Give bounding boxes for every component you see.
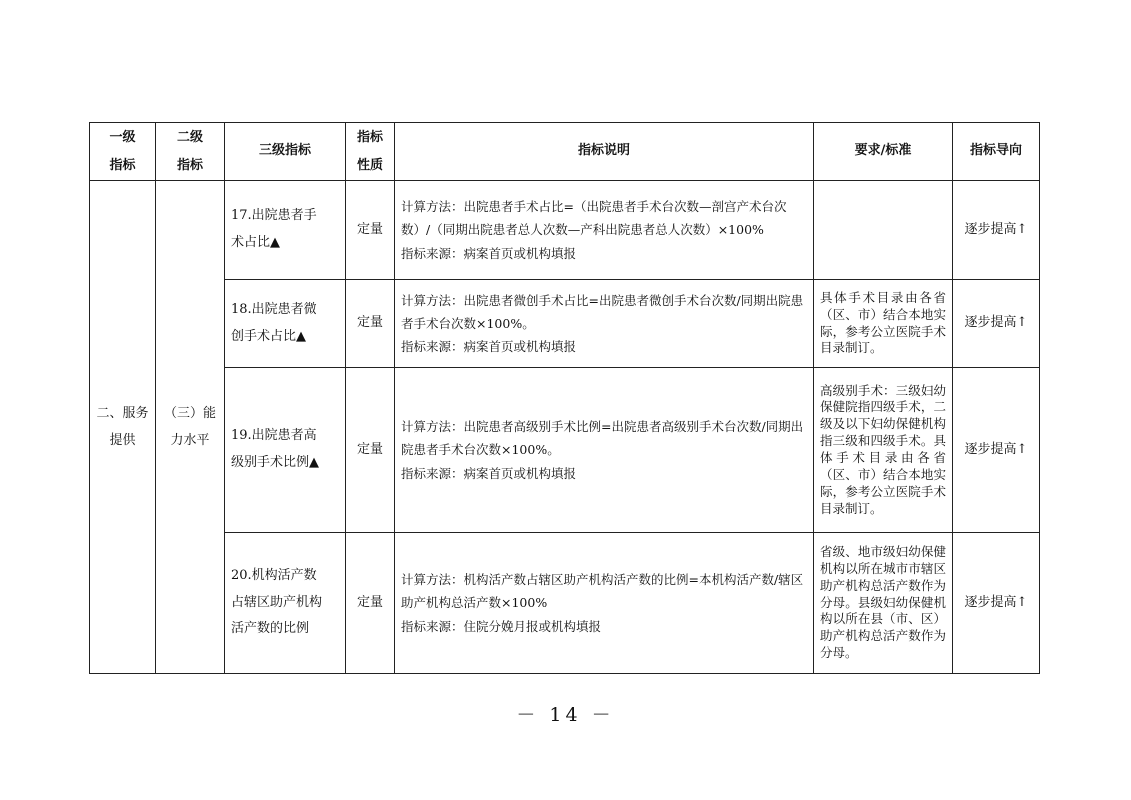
source-text: 指标来源：住院分娩月报或机构填报	[401, 618, 602, 634]
header-row	[90, 123, 1040, 181]
method-text: 计算方法：机构活产数占辖区助产机构活产数的比例=本机构活产数/辖区助产机构总活产数×100%	[401, 572, 804, 611]
direction-cell: 逐步提高↑	[953, 280, 1040, 368]
header-direction: 指标导向	[953, 123, 1040, 181]
header-level3: 三级指标	[225, 123, 346, 181]
header-description: 指标说明	[395, 123, 814, 181]
requirement-cell: 具体手术目录由各省（区、市）结合本地实际，参考公立医院手术目录制订。	[814, 280, 953, 368]
direction-cell: 逐步提高↑	[953, 368, 1040, 533]
header-level1: 一级 指标	[90, 123, 156, 181]
level3-cell: 18.出院患者微 创手术占比▲	[225, 280, 346, 368]
requirement-cell	[814, 181, 953, 280]
source-text: 指标来源：病案首页或机构填报	[401, 465, 577, 481]
indicator-table	[89, 122, 1040, 674]
description-cell	[395, 181, 814, 280]
level1-cell: 二、服务 提供	[90, 181, 156, 674]
page-number: － 14 －	[516, 704, 615, 726]
header-level2: 二级 指标	[156, 123, 225, 181]
nature-cell: 定量	[346, 368, 395, 533]
level3-cell: 17.出院患者手 术占比▲	[225, 181, 346, 280]
header-nature: 指标 性质	[346, 123, 395, 181]
requirement-cell: 高级别手术：三级妇幼保健院指四级手术，二级及以下妇幼保健机构指三级和四级手术。具体手术目录由各省（区、市）结合本地实际，参考公立医院手术目录制订。	[814, 368, 953, 533]
header-requirement: 要求/标准	[814, 123, 953, 181]
table-row	[90, 533, 1040, 674]
requirement-cell: 省级、地市级妇幼保健机构以所在城市市辖区助产机构总活产数作为分母。县级妇幼保健机构以所在县（市、区）助产机构总活产数作为分母。	[814, 533, 953, 674]
nature-cell: 定量	[346, 533, 395, 674]
nature-cell: 定量	[346, 280, 395, 368]
method-text: 计算方法：出院患者微创手术占比=出院患者微创手术台次数/同期出院患者手术台次数×100%。	[401, 292, 804, 331]
description-cell	[395, 280, 814, 368]
table-row	[90, 181, 1040, 280]
table-row	[90, 280, 1040, 368]
level2-cell: （三）能 力水平	[156, 181, 225, 674]
table-row	[90, 368, 1040, 533]
level3-cell: 20.机构活产数 占辖区助产机构 活产数的比例	[225, 533, 346, 674]
level3-cell: 19.出院患者高 级别手术比例▲	[225, 368, 346, 533]
description-cell	[395, 368, 814, 533]
direction-cell: 逐步提高↑	[953, 181, 1040, 280]
method-text: 计算方法：出院患者手术占比=（出院患者手术台次数—剖宫产术台次数）/（同期出院患者总人次数—产科出院患者总人次数）×100%	[401, 199, 787, 238]
description-cell	[395, 533, 814, 674]
nature-cell: 定量	[346, 181, 395, 280]
direction-cell: 逐步提高↑	[953, 533, 1040, 674]
source-text: 指标来源：病案首页或机构填报	[401, 245, 577, 261]
source-text: 指标来源：病案首页或机构填报	[401, 339, 577, 355]
method-text: 计算方法：出院患者高级别手术比例=出院患者高级别手术台次数/同期出院患者手术台次数×100%。	[401, 419, 804, 458]
